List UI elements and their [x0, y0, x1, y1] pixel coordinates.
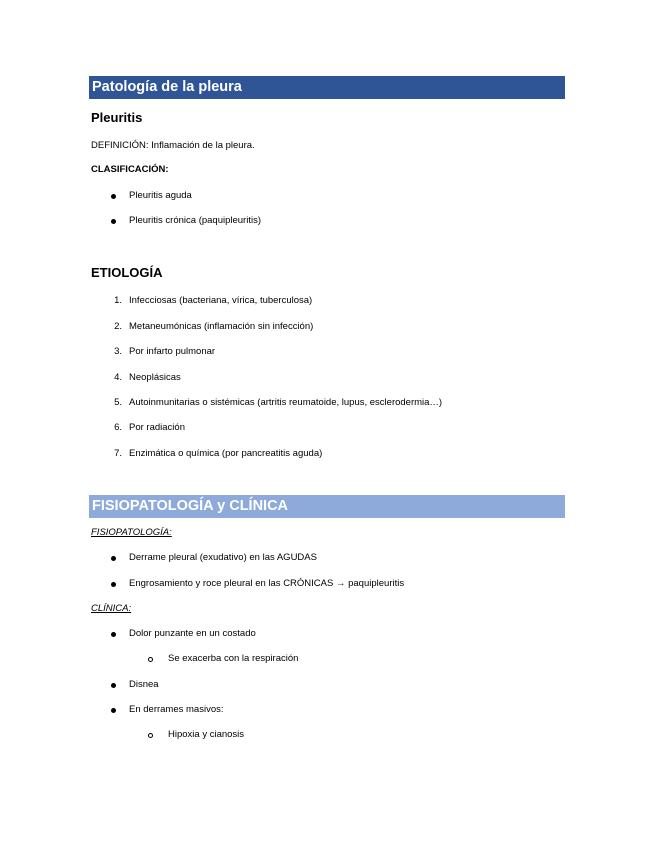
classification-item-2: Pleuritis crónica (paquipleuritis): [129, 215, 261, 226]
physiopathology-banner: FISIOPATOLOGÍA y CLÍNICA: [89, 495, 565, 518]
physiopathology-label: FISIOPATOLOGÍA:: [91, 527, 172, 538]
bullet-icon: [111, 683, 116, 688]
clinical-item-3: En derrames masivos:: [129, 704, 224, 715]
list-number: 5.: [114, 397, 122, 408]
title-banner: Patología de la pleura: [89, 76, 565, 99]
bullet-icon: [111, 582, 116, 587]
clinical-sub-item-2: Hipoxia y cianosis: [168, 729, 245, 740]
etiology-item-6: Por radiación: [129, 422, 185, 433]
classification-label: CLASIFICACIÓN:: [91, 164, 169, 175]
circle-bullet-icon: [148, 733, 153, 738]
etiology-item-5: Autoinmunitarias o sistémicas (artritis reumatoide, lupus, esclerodermia…): [129, 397, 443, 408]
bullet-icon: [111, 556, 116, 561]
bullet-icon: [111, 194, 116, 199]
bullet-icon: [111, 708, 116, 713]
etiology-heading: ETIOLOGÍA: [91, 265, 163, 280]
list-number: 2.: [114, 321, 122, 332]
list-number: 7.: [114, 448, 122, 459]
list-number: 3.: [114, 346, 122, 357]
clinical-item-1: Dolor punzante en un costado: [129, 628, 256, 639]
etiology-item-7: Enzimática o química (por pancreatitis aguda): [129, 448, 323, 459]
classification-item-1: Pleuritis aguda: [129, 190, 192, 201]
etiology-item-1: Infecciosas (bacteriana, vírica, tuberculosa): [129, 295, 313, 306]
clinical-item-2: Disnea: [129, 679, 159, 690]
bullet-icon: [111, 632, 116, 637]
etiology-item-4: Neoplásicas: [129, 372, 181, 383]
circle-bullet-icon: [148, 657, 153, 662]
physiopathology-item-2: Engrosamiento y roce pleural en las CRÓNICAS → paquipleuritis: [129, 578, 405, 589]
clinical-sub-item-1: Se exacerba con la respiración: [168, 653, 299, 664]
list-number: 6.: [114, 422, 122, 433]
physiopathology-item-1: Derrame pleural (exudativo) en las AGUDAS: [129, 552, 317, 563]
list-number: 1.: [114, 295, 122, 306]
pleuritis-heading: Pleuritis: [91, 110, 143, 125]
etiology-item-3: Por infarto pulmonar: [129, 346, 216, 357]
definition-text: DEFINICIÓN: Inflamación de la pleura.: [91, 140, 255, 151]
list-number: 4.: [114, 372, 122, 383]
clinical-label: CLÍNICA:: [91, 603, 132, 614]
bullet-icon: [111, 219, 116, 224]
etiology-item-2: Metaneumónicas (inflamación sin infección): [129, 321, 314, 332]
